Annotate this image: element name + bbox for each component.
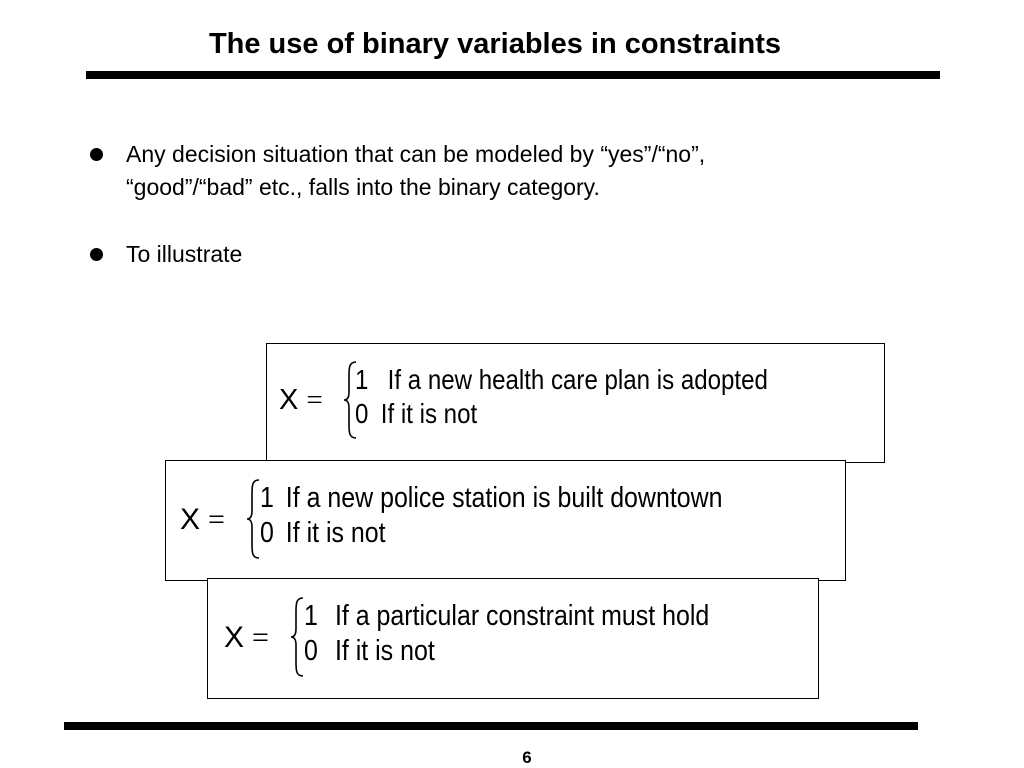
case-condition: If a new health care plan is adopted <box>387 364 768 395</box>
equation-cases <box>260 481 723 551</box>
case-value: 0 <box>355 398 369 429</box>
case-row-false <box>260 516 723 551</box>
equation-lhs <box>180 503 225 537</box>
case-condition: If it is not <box>285 517 386 549</box>
left-brace-icon <box>246 478 260 560</box>
bullet-dot-icon <box>90 148 103 161</box>
case-condition: If a new police station is built downtown <box>285 482 723 514</box>
equation-variable: X <box>180 503 201 536</box>
equation-cases <box>355 363 768 431</box>
equals-sign: = <box>306 384 323 416</box>
title-divider <box>86 71 940 79</box>
equation-box-police-station <box>165 460 846 581</box>
bullet-item <box>88 138 908 204</box>
slide-title: The use of binary variables in constraints <box>208 28 782 60</box>
left-brace-icon <box>290 596 304 678</box>
bullet-item <box>88 238 908 271</box>
page-number: 6 <box>522 748 532 767</box>
case-value: 1 <box>355 364 369 395</box>
bullet-list <box>88 138 908 271</box>
equation-cases <box>304 599 709 669</box>
bullet-dot-icon <box>90 248 103 261</box>
case-condition: If a particular constraint must hold <box>334 600 710 632</box>
case-condition: If it is not <box>380 398 478 429</box>
equation-lhs <box>224 621 269 655</box>
equation-box-health-care <box>266 343 885 463</box>
bullet-text-line: Any decision situation that can be modeled by “yes”/“no”, <box>126 141 706 167</box>
equals-sign: = <box>252 621 269 654</box>
equation-variable: X <box>279 384 299 416</box>
case-value: 1 <box>260 482 274 514</box>
case-row-false <box>304 634 709 669</box>
equation-box-constraint <box>207 578 819 699</box>
case-value: 1 <box>304 600 318 632</box>
equation-lhs <box>279 384 323 417</box>
bullet-text-line: “good”/“bad” etc., falls into the binary category. <box>126 174 600 200</box>
equation-variable: X <box>224 621 245 654</box>
equals-sign: = <box>208 503 225 536</box>
case-row-true <box>304 599 709 634</box>
case-row-true <box>355 363 768 397</box>
case-value: 0 <box>304 635 318 667</box>
case-value: 0 <box>260 517 274 549</box>
case-condition: If it is not <box>334 635 435 667</box>
footer-divider <box>64 722 918 730</box>
bullet-text-line: To illustrate <box>126 241 243 267</box>
case-row-false <box>355 397 768 431</box>
case-row-true <box>260 481 723 516</box>
